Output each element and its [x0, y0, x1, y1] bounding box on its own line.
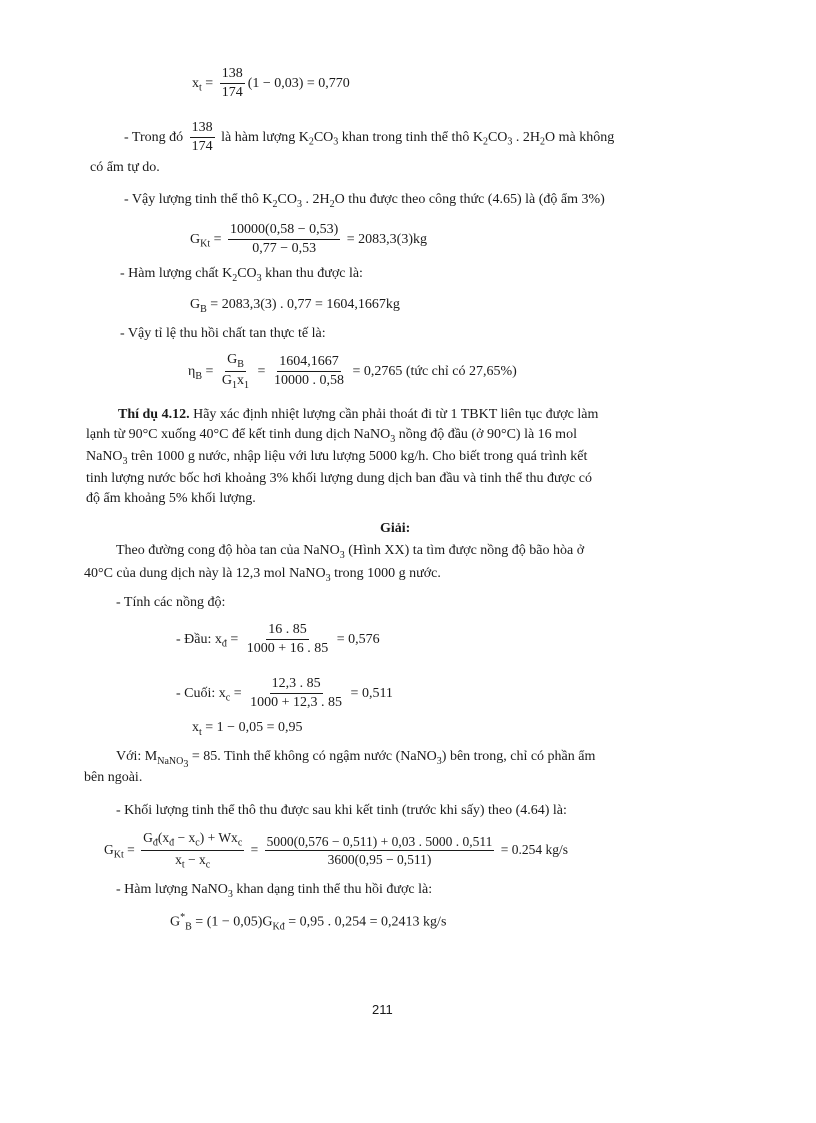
equation-xt: $x_t$ = $\frac{138}{174}$ (1 − 0,03) = 0,770: [192, 66, 350, 101]
equation-gb2: $G^*_B = (1 - 0,05)G_{Kđ} = 0,95$ . 0,254 = 0,2413 kg/s: [170, 912, 447, 933]
fraction: $\frac{12,3 . 85}{1000 + 12,3 . 85}$: [250, 676, 343, 711]
fraction: $\frac{G_B}{G_1x_1}$: [221, 352, 250, 392]
paragraph-khoiluong: - Khối lượng tinh thể thô thu được sau khi kết tinh (trước khi sấy) theo (4.64) là:: [116, 803, 567, 818]
paragraph-voi: Với: $M_{NaNO_3} = 85$. Tinh thể không có ngậm nước (NaNO$_3$) bên trong, chỉ có phần ẩm: [116, 749, 596, 770]
paragraph-hamluong2: - Hàm lượng NaNO$_3$ khan dạng tinh thể thu hồi được là:: [116, 882, 433, 900]
solution-line2: 40°C của dung dịch này là 12,3 mol NaNO$_3$ trong 1000 g nước.: [84, 566, 441, 584]
solution-tinh: - Tính các nồng độ:: [116, 595, 226, 610]
equation-gkt2: $G_{Kt}$ = $\frac{G_đ(x_đ - x_c) + Wx_c}{x_t - x_c}$ = $\frac{5000(0,576 - 0,511) + 0,03 . 5000 . 0,511}{3600(0,95 - 0,511)}$ = 0.254 kg/s: [104, 830, 568, 871]
fraction: $\frac{1604,1667}{10000 . 0,58}$: [273, 354, 344, 389]
fraction: $\frac{5000(0,576 - 0,511) + 0,03 . 5000 . 0,511}{3600(0,95 - 0,511)}$: [266, 833, 493, 868]
paragraph-hamluong1: - Hàm lượng chất $K_2CO_3$ khan thu được là:: [120, 266, 363, 284]
example-line1: Thí dụ 4.12. Hãy xác định nhiệt lượng cần phải thoát đi từ 1 TBKT liên tục được làm: [118, 407, 599, 422]
equation-gkt1: $G_{Kt}$ = $\frac{10000(0,58 - 0,53)}{0,77 - 0,53}$ = 2083,3(3)kg: [190, 222, 427, 257]
equation-eta: $\eta_B$ = $\frac{G_B}{G_1x_1}$ = $\frac{1604,1667}{10000 . 0,58}$ = 0,2765 (tức chỉ có 27,65%): [188, 352, 517, 392]
paragraph-vay1: - Vậy lượng tinh thể thô $K_2CO_3$ . $2H_2O$ thu được theo công thức (4.65) là (độ ẩm 3%): [124, 192, 605, 210]
fraction: $\frac{G_đ(x_đ - x_c) + Wx_c}{x_t - x_c}$: [143, 830, 243, 871]
example-line5: độ ẩm khoảng 5% khối lượng.: [86, 491, 256, 506]
fraction: $\frac{138}{174}$: [221, 66, 243, 101]
fraction: $\frac{10000(0,58 - 0,53)}{0,77 - 0,53}$: [230, 222, 339, 257]
equation-gb1: $G_B = 2083,3(3)$ . 0,77 = 1604,1667kg: [190, 297, 400, 315]
example-line4: tinh lượng nước bốc hơi khoảng 3% khối lượng dung dịch ban đầu và tinh thể thu được có: [86, 471, 592, 486]
paragraph-tile: - Vậy tỉ lệ thu hồi chất tan thực tế là:: [120, 326, 326, 341]
page-number: 211: [372, 1002, 393, 1017]
note-paragraph: - Trong đó $\frac{138}{174}$ là hàm lượng $K_2CO_3$ khan trong tinh thể thô $K_2CO_3$ . $2H_2O$ mà không: [124, 120, 615, 155]
solution-heading: Giải:: [380, 521, 411, 536]
equation-xt2: $x_t = 1 - 0,05 = 0,95$: [192, 720, 303, 738]
note-line2: có ẩm tự do.: [90, 160, 160, 175]
solution-line1: Theo đường cong độ hòa tan của NaNO$_3$ (Hình XX) ta tìm được nồng độ bão hòa ở: [116, 543, 585, 561]
equation-xd: - Đầu: $x_đ$ = $\frac{16 . 85}{1000 + 16 . 85}$ = 0,576: [176, 622, 380, 657]
paragraph-voi-line2: bên ngoài.: [84, 770, 143, 785]
example-line2: lạnh từ 90°C xuống 40°C để kết tinh dung dịch NaNO$_3$ nồng độ đầu (ở 90°C) là 16 mol: [86, 427, 577, 445]
example-line3: NaNO$_3$ trên 1000 g nước, nhập liệu với lưu lượng 5000 kg/h. Cho biết trong quá trình kết: [86, 449, 588, 467]
fraction: $\frac{138}{174}$: [191, 120, 213, 155]
equation-xc: - Cuối: $x_c$ = $\frac{12,3 . 85}{1000 + 12,3 . 85}$ = 0,511: [176, 676, 393, 711]
fraction: $\frac{16 . 85}{1000 + 16 . 85}$: [246, 622, 329, 657]
